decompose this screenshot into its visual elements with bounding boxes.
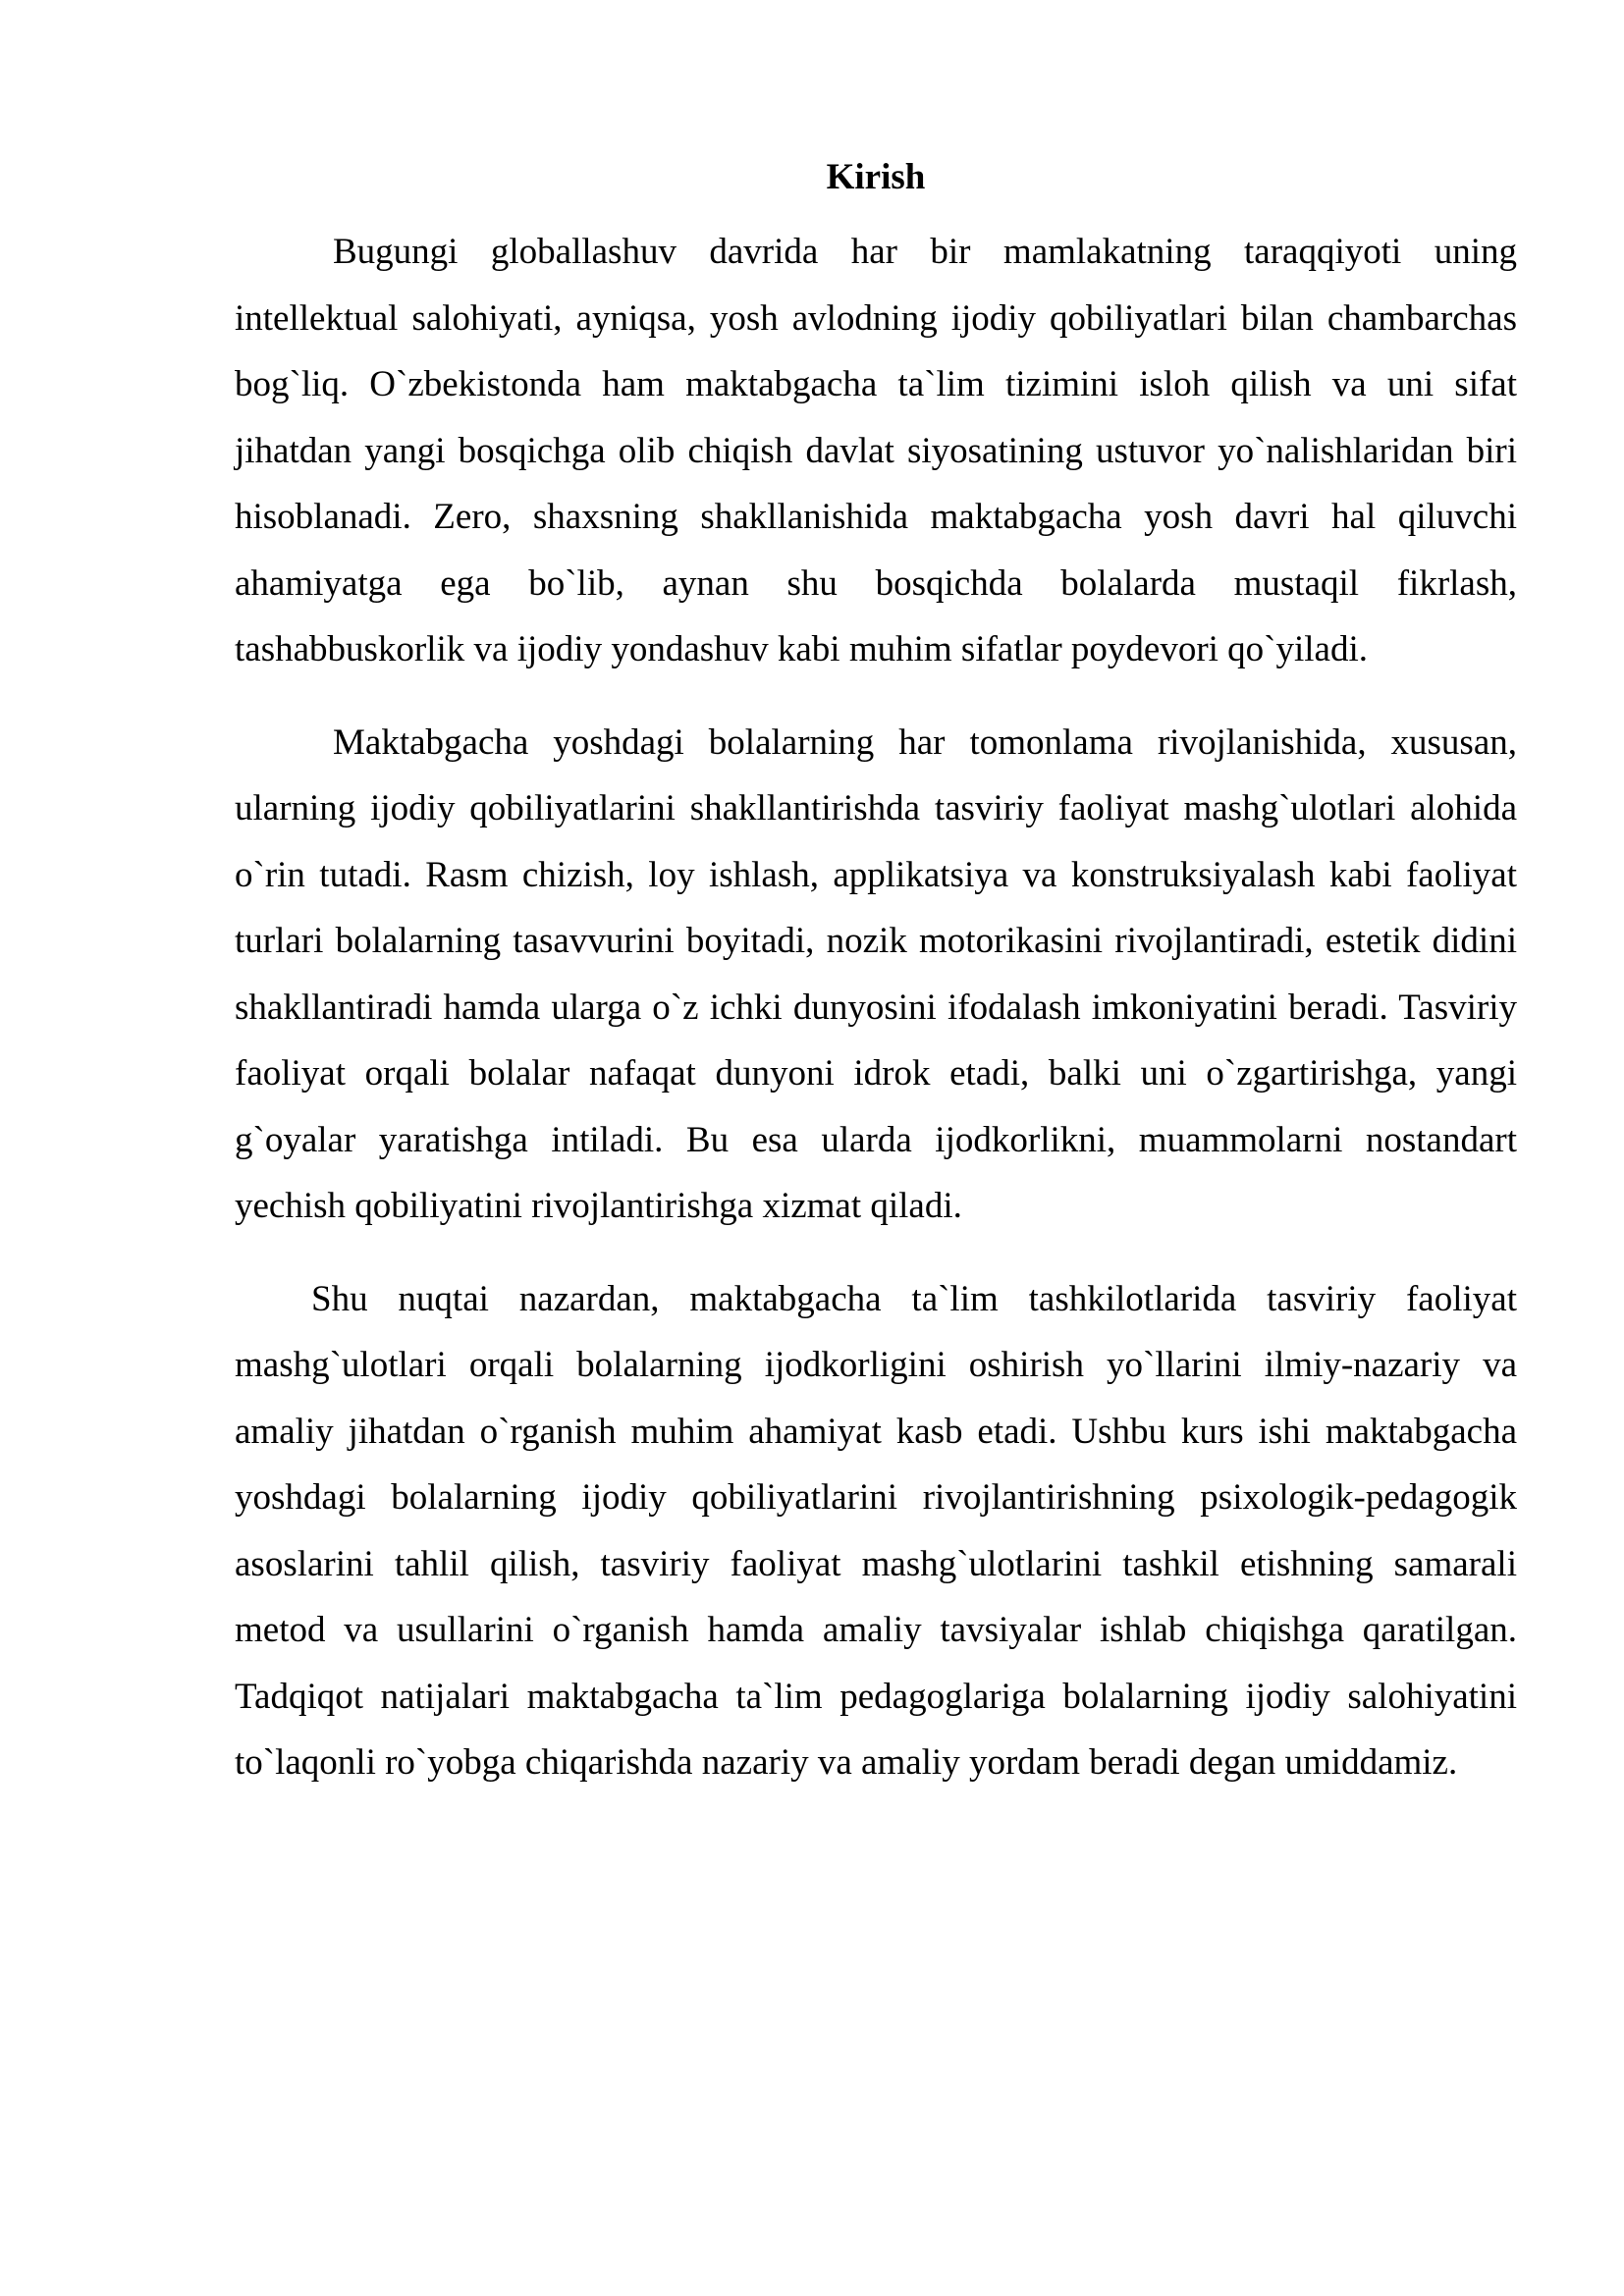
paragraph-3: Shu nuqtai nazardan, maktabgacha ta`lim tashkilotlarida tasviriy faoliyat mashg`ulotlari orqali bolalarning ijodkorligini oshirish yo`llarini ilmiy-nazariy va amaliy jihatdan o`rganish muhim ahamiyat kasb etadi. Ushbu kurs ishi maktabgacha yoshdagi bolalarning ijodiy qobiliyatlarini rivojlantirishning psixologik-pedagogik asoslarini tahlil qilish, tasviriy faoliyat mashg`ulotlarini tashkil etishning samarali metod va usullarini o`rganish hamda amaliy tavsiyalar ishlab chiqishga qaratilgan. Tadqiqot natijalari maktabgacha ta`lim pedagoglariga bolalarning ijodiy salohiyatini to`laqonli ro`yobga chiqarishda nazariy va amaliy yordam beradi degan umiddamiz. bbox=[235, 1278, 1517, 1783]
paragraph-2: Maktabgacha yoshdagi bolalarning har tomonlama rivojlanishida, xususan, ularning ijodiy qobiliyatlarini shakllantirishda tasviriy faoliyat mashg`ulotlari alohida o`rin tutadi. Rasm chizish, loy ishlash, applikatsiya va konstruksiyalash kabi faoliyat turlari bolalarning tasavvurini boyitadi, nozik motorikasini rivojlantiradi, estetik didini shakllantiradi hamda ularga o`z ichki dunyosini ifodalash imkoniyatini beradi. Tasviriy faoliyat orqali bolalar nafaqat dunyoni idrok etadi, balki uni o`zgartirishga, yangi g`oyalar yaratishga intiladi. Bu esa ularda ijodkorlikni, muammolarni nostandart yechish qobiliyatini rivojlantirishga xizmat qiladi. bbox=[235, 721, 1517, 1226]
paragraph-1: Bugungi globallashuv davrida har bir mamlakatning taraqqiyoti uning intellektual salohiyati, ayniqsa, yosh avlodning ijodiy qobiliyatlari bilan chambarchas bog`liq. O`zbekistonda ham maktabgacha ta`lim tizimini isloh qilish va uni sifat jihatdan yangi bosqichga olib chiqish davlat siyosatining ustuvor yo`nalishlaridan biri hisoblanadi. Zero, shaxsning shakllanishida maktabgacha yosh davri hal qiluvchi ahamiyatga ega bo`lib, aynan shu bosqichda bolalarda mustaqil fikrlash, tashabbuskorlik va ijodiy yondashuv kabi muhim sifatlar poydevori qo`yiladi. bbox=[235, 232, 1517, 669]
document-body bbox=[235, 152, 1517, 1823]
page-title: Kirish bbox=[826, 157, 926, 197]
